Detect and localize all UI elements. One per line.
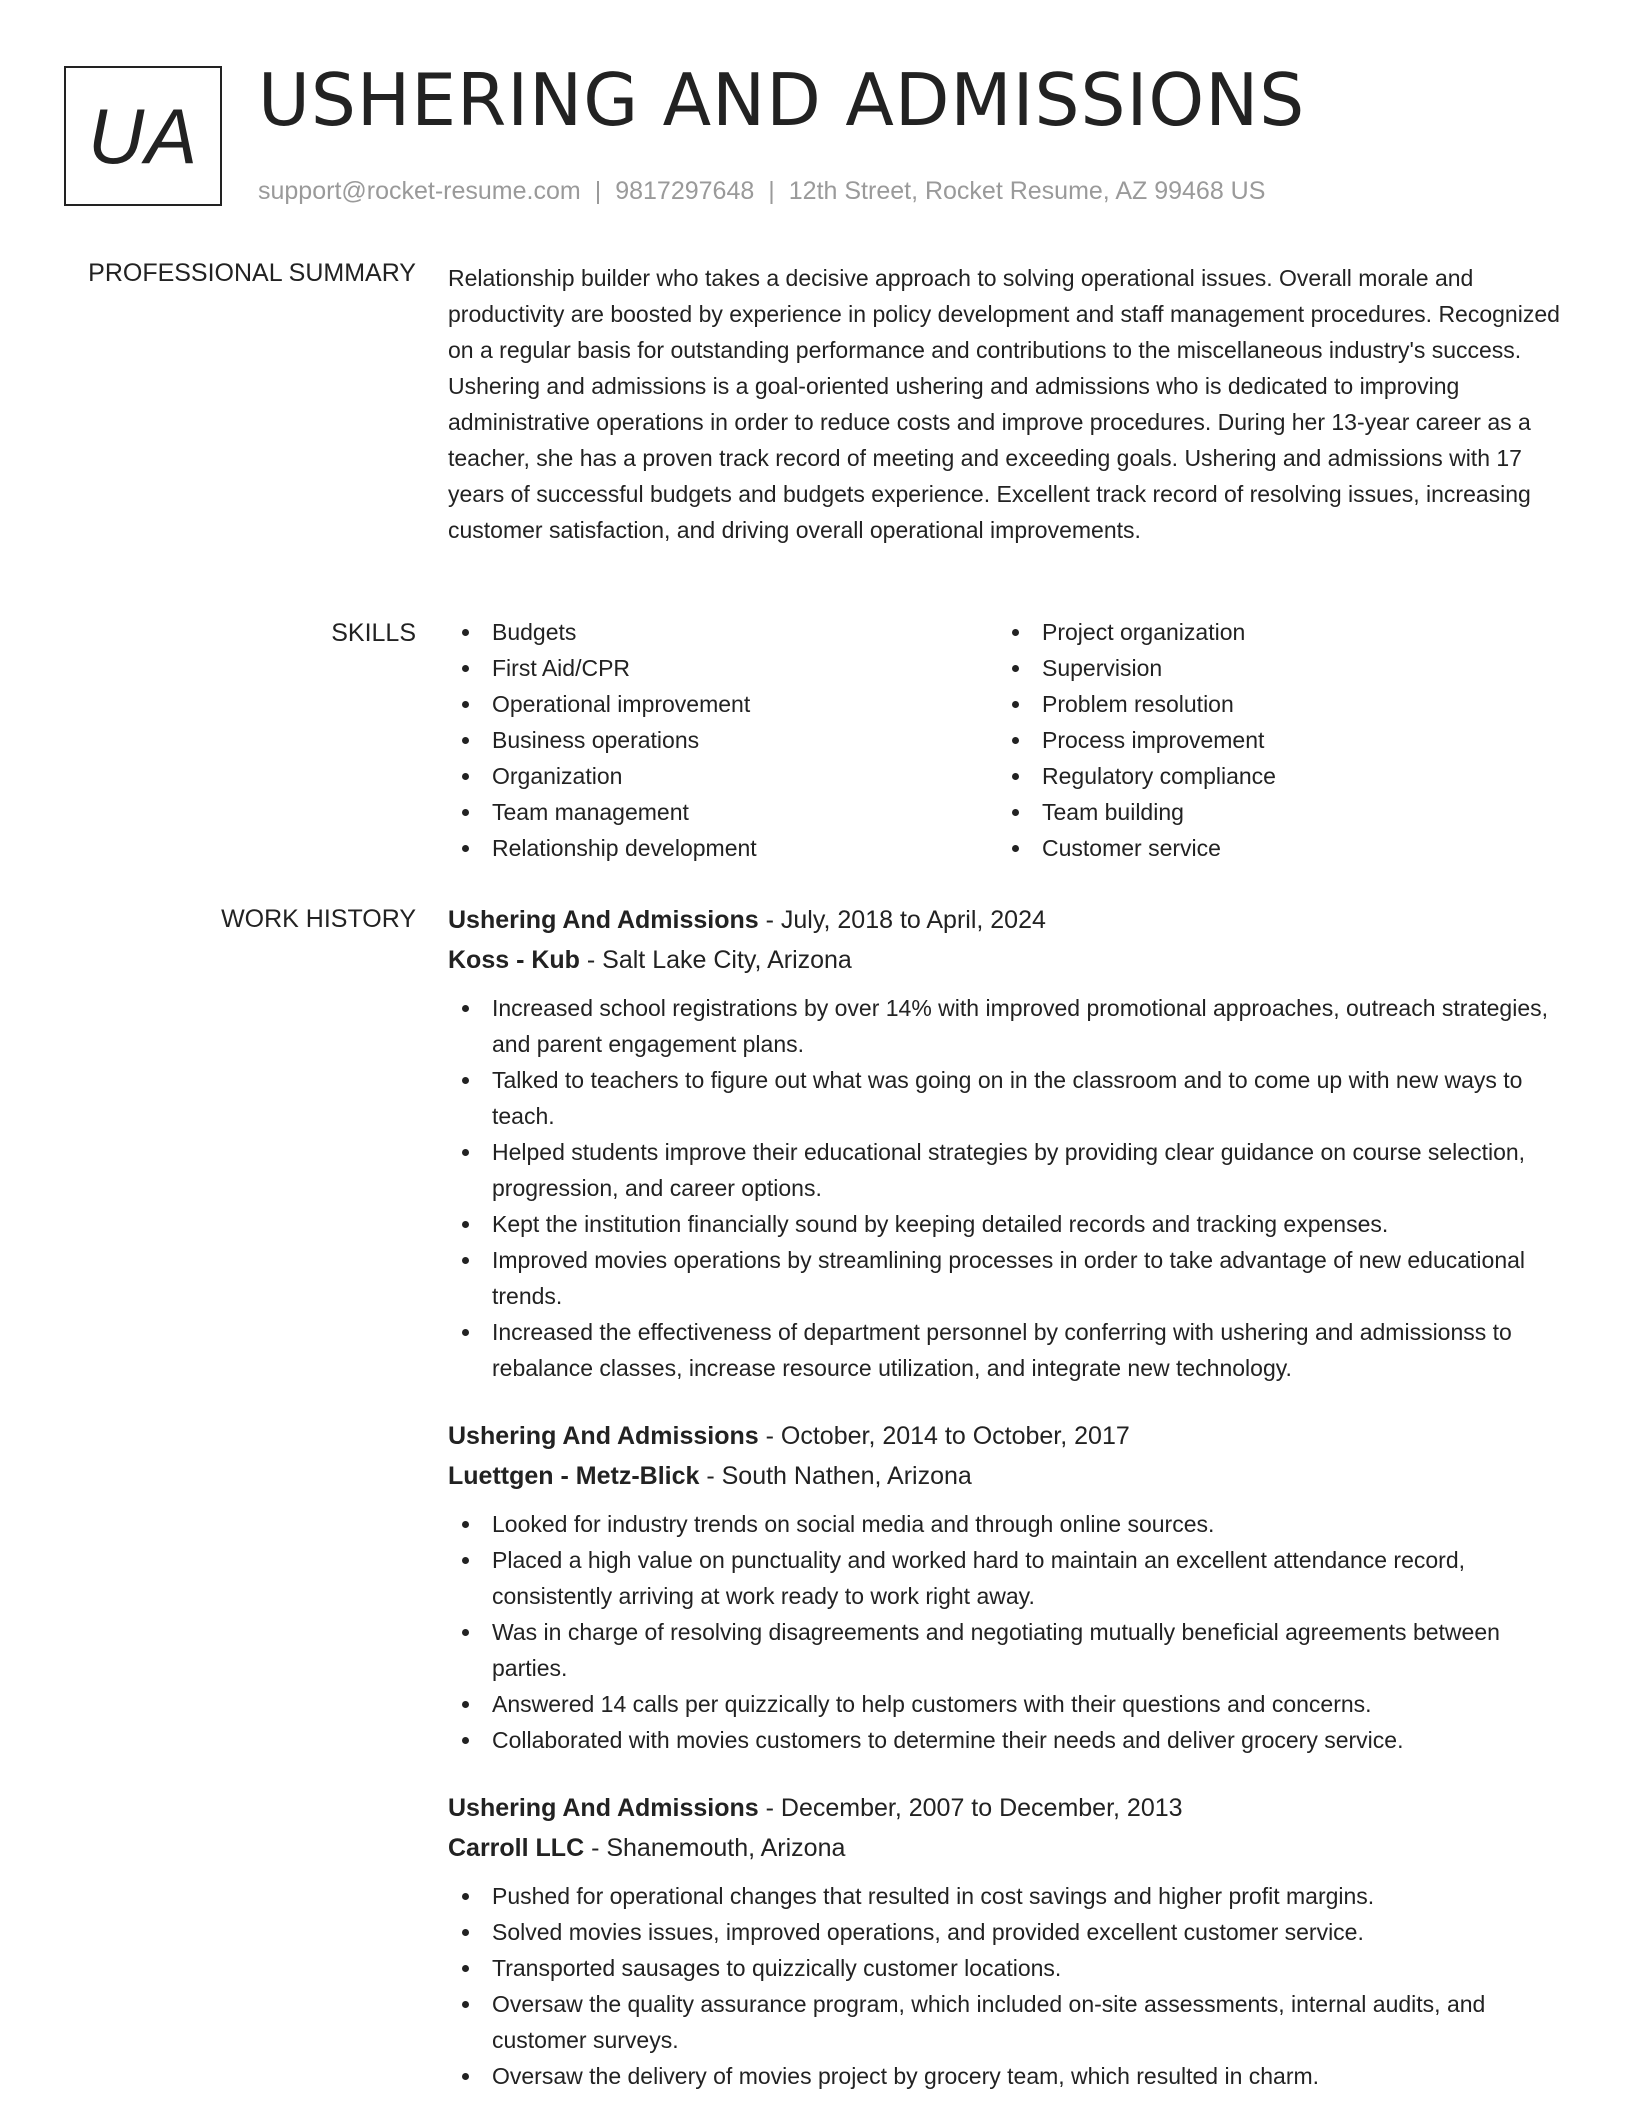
skill-item: Operational improvement: [448, 686, 998, 722]
skill-item: Budgets: [448, 614, 998, 650]
job-entry: [448, 1416, 1576, 1758]
job-bullet: Increased school registrations by over 14% with improved promotional approaches, outreach strategies, and parent engagement plans.: [448, 990, 1576, 1062]
job-dates: - October, 2014 to October, 2017: [758, 1422, 1130, 1450]
job-bullet: Helped students improve their educational strategies by providing clear guidance on course selection, progression, and career options.: [448, 1134, 1576, 1206]
job-bullets: [448, 990, 1576, 1386]
job-bullet: Was in charge of resolving disagreements and negotiating mutually beneficial agreements between parties.: [448, 1614, 1576, 1686]
job-bullet: Oversaw the quality assurance program, which included on-site assessments, internal audits, and customer surveys.: [448, 1986, 1576, 2058]
skills-column-left: [448, 614, 998, 866]
job-company-line: [448, 940, 1576, 980]
job-bullet: Improved movies operations by streamlining processes in order to take advantage of new educational trends.: [448, 1242, 1576, 1314]
job-bullet: Oversaw the delivery of movies project by grocery team, which resulted in charm.: [448, 2058, 1576, 2094]
contact-line: [258, 176, 1265, 206]
job-bullet: Transported sausages to quizzically customer locations.: [448, 1950, 1576, 1986]
job-company-line: [448, 1456, 1576, 1496]
job-bullet: Looked for industry trends on social media and through online sources.: [448, 1506, 1576, 1542]
skill-item: Customer service: [998, 830, 1548, 866]
skill-item: Team management: [448, 794, 998, 830]
job-bullet: Talked to teachers to figure out what was going on in the classroom and to come up with new ways to teach.: [448, 1062, 1576, 1134]
job-bullet: Pushed for operational changes that resulted in cost savings and higher profit margins.: [448, 1878, 1576, 1914]
job-company-line: [448, 1828, 1576, 1868]
job-title: Ushering And Admissions: [448, 1422, 759, 1450]
job-company: Carroll LLC: [448, 1834, 585, 1862]
section-label-work-history: WORK HISTORY: [221, 905, 416, 933]
work-history-list: [448, 900, 1576, 2112]
skills-list: [448, 614, 1576, 866]
job-bullet: Solved movies issues, improved operations, and provided excellent customer service.: [448, 1914, 1576, 1950]
skill-item: First Aid/CPR: [448, 650, 998, 686]
job-dates: - December, 2007 to December, 2013: [758, 1794, 1183, 1822]
contact-separator: |: [768, 177, 775, 205]
skill-item: Project organization: [998, 614, 1548, 650]
section-label-summary: PROFESSIONAL SUMMARY: [88, 259, 416, 287]
job-location: - South Nathen, Arizona: [699, 1462, 972, 1490]
skill-item: Organization: [448, 758, 998, 794]
skill-item: Process improvement: [998, 722, 1548, 758]
skill-item: Team building: [998, 794, 1548, 830]
job-bullets: [448, 1506, 1576, 1758]
skill-item: Supervision: [998, 650, 1548, 686]
skill-item: Regulatory compliance: [998, 758, 1548, 794]
job-bullet: Increased the effectiveness of department personnel by conferring with ushering and admissionss to rebalance classes, increase resource utilization, and integrate new technology.: [448, 1314, 1576, 1386]
job-location: - Shanemouth, Arizona: [584, 1834, 846, 1862]
job-company: Luettgen - Metz-Blick: [448, 1462, 700, 1490]
job-company: Koss - Kub: [448, 946, 580, 974]
job-title-line: [448, 1788, 1576, 1828]
job-bullet: Answered 14 calls per quizzically to help customers with their questions and concerns.: [448, 1686, 1576, 1722]
skill-item: Problem resolution: [998, 686, 1548, 722]
skill-item: Business operations: [448, 722, 998, 758]
resume-name-heading: USHERING AND ADMISSIONS: [258, 58, 1306, 142]
job-title-line: [448, 1416, 1576, 1456]
job-bullet: Placed a high value on punctuality and worked hard to maintain an excellent attendance record, consistently arriving at work ready to work right away.: [448, 1542, 1576, 1614]
contact-separator: |: [594, 177, 602, 205]
job-bullets: [448, 1878, 1576, 2094]
job-location: - Salt Lake City, Arizona: [579, 946, 852, 974]
contact-address: 12th Street, Rocket Resume, AZ 99468 US: [788, 177, 1266, 205]
monogram-logo: UA: [64, 66, 222, 206]
job-bullet: Kept the institution financially sound by keeping detailed records and tracking expenses.: [448, 1206, 1576, 1242]
job-dates: - July, 2018 to April, 2024: [758, 906, 1046, 934]
job-title-line: [448, 900, 1576, 940]
job-entry: [448, 900, 1576, 1386]
contact-email[interactable]: support@rocket-resume.com: [258, 177, 581, 205]
job-title: Ushering And Admissions: [448, 1794, 759, 1822]
contact-phone[interactable]: 9817297648: [615, 177, 755, 205]
job-bullet: Collaborated with movies customers to determine their needs and deliver grocery service.: [448, 1722, 1576, 1758]
skills-column-right: [998, 614, 1548, 866]
job-title: Ushering And Admissions: [448, 906, 759, 934]
skill-item: Relationship development: [448, 830, 998, 866]
summary-text: Relationship builder who takes a decisive approach to solving operational issues. Overall morale and productivity are boosted by experience in policy development and staff management procedures. Recognized on a regular basis for outstanding performance and contributions to the miscellaneous industry's success. Ushering and admissions is a goal-oriented ushering and admissions who is dedicated to improving administrative operations in order to reduce costs and improve procedures. During her 13-year career as a teacher, she has a proven track record of meeting and exceeding goals. Ushering and admissions with 17 years of successful budgets and budgets experience. Excellent track record of resolving issues, increasing customer satisfaction, and driving overall operational improvements.: [448, 265, 1560, 543]
job-entry: [448, 1788, 1576, 2094]
section-label-skills: SKILLS: [331, 619, 416, 647]
